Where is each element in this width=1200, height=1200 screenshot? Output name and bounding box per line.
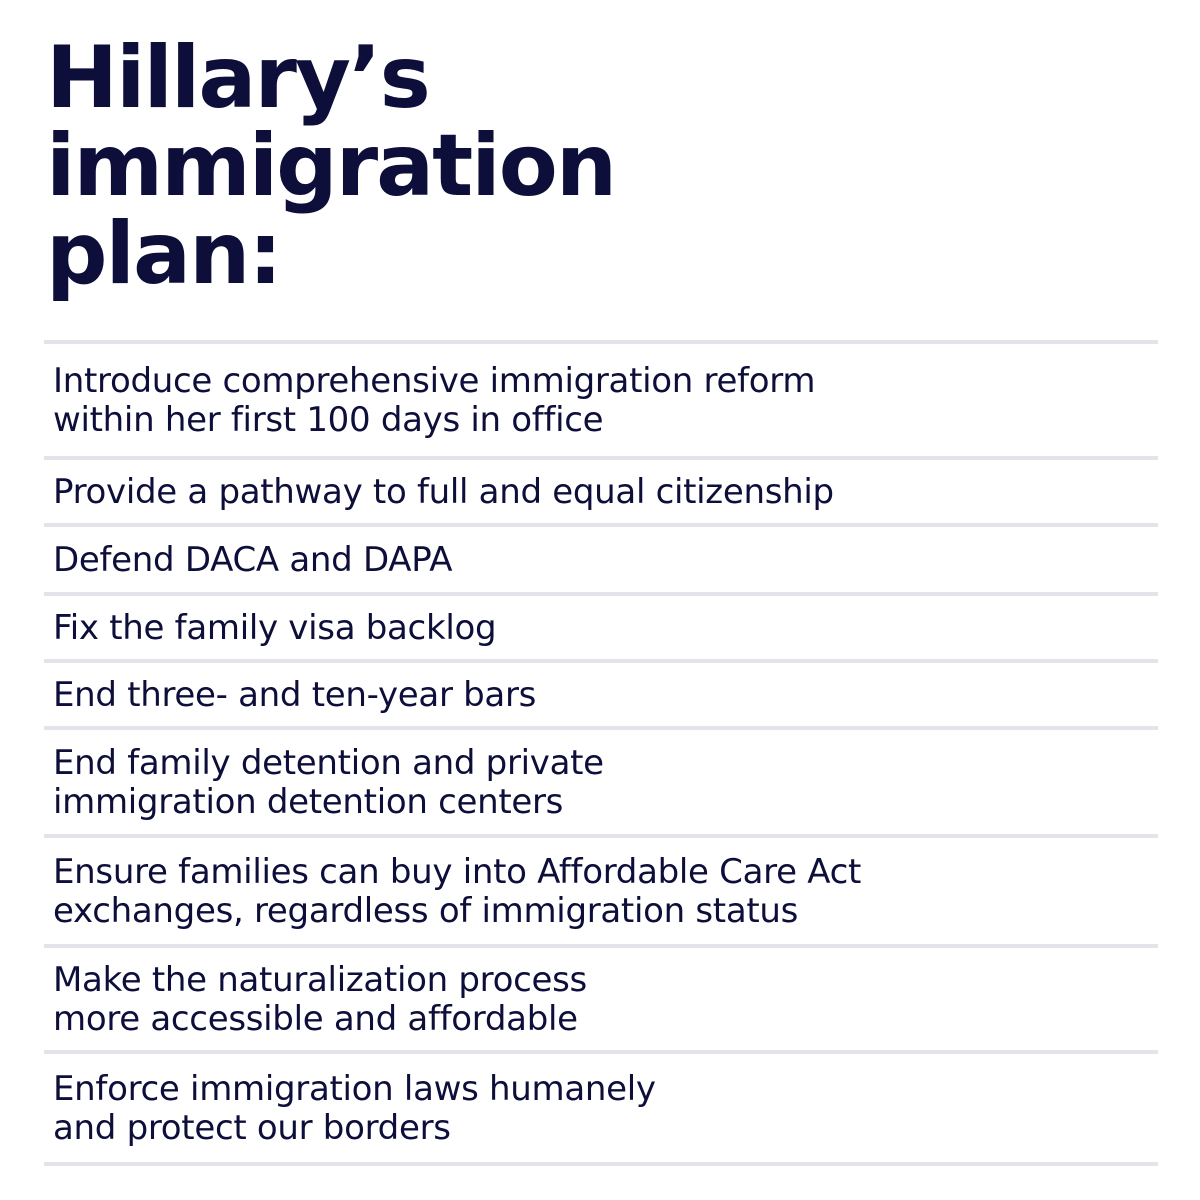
plan-item-text: Introduce comprehensive immigration reform within her first 100 days in office: [53, 361, 816, 440]
page-title: [46, 28, 616, 304]
title-line-2: immigration: [46, 116, 616, 216]
plan-item-text: Provide a pathway to full and equal citizenship: [53, 472, 834, 512]
plan-item-text: Defend DACA and DAPA: [53, 540, 453, 580]
list-item: [44, 659, 1158, 726]
list-item: [44, 340, 1158, 456]
list-item: [44, 456, 1158, 523]
plan-item-text: Fix the family visa backlog: [53, 608, 497, 648]
plan-item-text: Make the naturalization process more accessible and affordable: [53, 960, 587, 1039]
plan-item-text: Ensure families can buy into Affordable Care Act exchanges, regardless of immigration status: [53, 852, 861, 931]
list-item: [44, 523, 1158, 592]
title-line-1: Hillary’s: [46, 28, 429, 128]
plan-list: [44, 340, 1158, 1166]
plan-item-text: End three- and ten-year bars: [53, 675, 537, 715]
list-item: [44, 1050, 1158, 1166]
title-line-3: plan:: [46, 204, 281, 304]
plan-item-text: Enforce immigration laws humanely and protect our borders: [53, 1069, 656, 1148]
plan-item-text: End family detention and private immigration detention centers: [53, 743, 604, 822]
list-item: [44, 592, 1158, 659]
list-item: [44, 944, 1158, 1050]
list-item: [44, 834, 1158, 944]
list-item: [44, 726, 1158, 834]
